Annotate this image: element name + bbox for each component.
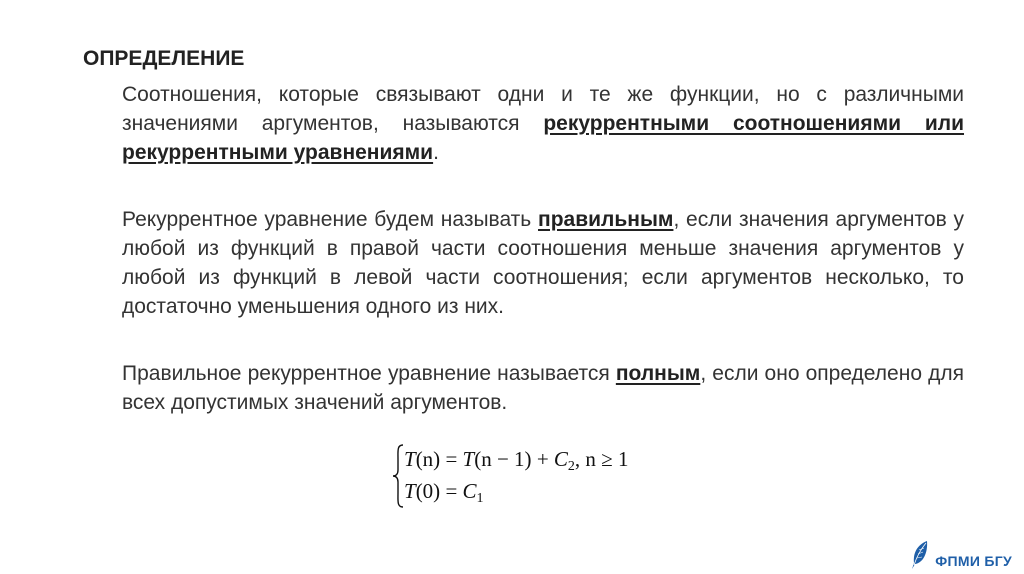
paragraph-text: , если оно определено для всех допустимых значений аргументов.: [122, 362, 964, 414]
constant-subscript: 1: [476, 491, 484, 506]
func-symbol: T: [404, 479, 416, 503]
paragraph-text: Рекуррентное уравнение будем называть: [122, 208, 539, 231]
faculty-logo: [909, 539, 1012, 571]
feather-icon: [909, 539, 931, 571]
equals-sign: =: [440, 479, 463, 503]
paragraph-text: Соотношения, которые связывают одни и те же функции, но с различными значениями аргументов, называются: [122, 83, 964, 135]
term-proper: правильным: [538, 208, 674, 231]
func-argument: (n): [415, 447, 441, 471]
proper-equation-paragraph: [122, 205, 964, 321]
left-brace-icon: [392, 443, 404, 509]
func-symbol: T: [462, 447, 475, 471]
logo-text: ФПМИ БГУ: [935, 553, 1012, 569]
formula-line-recurrence: [404, 447, 628, 472]
definition-paragraph: [122, 80, 964, 167]
constant-symbol: C: [462, 479, 477, 503]
paragraph-text: , если значения аргументов у любой из функций в правой части соотношения меньше значения аргументов у любой из функций в левой части соотношения; если аргументов несколько, то достаточно уменьшения одного из них.: [122, 208, 964, 318]
term-recurrent-relations: рекуррентными соотношениями или рекуррентными уравнениями: [122, 112, 965, 164]
func-symbol: T: [404, 447, 416, 471]
plus-sign: +: [531, 447, 554, 471]
equals-sign: =: [440, 447, 463, 471]
func-argument: (n − 1): [474, 447, 532, 471]
term-complete: полным: [615, 362, 701, 385]
paragraph-text: Правильное рекуррентное уравнение называется: [122, 362, 616, 385]
formula-line-initial: [404, 479, 484, 504]
constant-symbol: C: [553, 447, 568, 471]
constant-subscript: 2: [567, 459, 575, 474]
paragraph-text: .: [433, 141, 439, 164]
recurrence-formula: [392, 443, 642, 509]
section-heading: ОПРЕДЕЛЕНИЕ: [83, 47, 245, 70]
condition: , n ≥ 1: [574, 447, 629, 471]
func-argument: (0): [415, 479, 441, 503]
complete-equation-paragraph: [122, 359, 964, 417]
